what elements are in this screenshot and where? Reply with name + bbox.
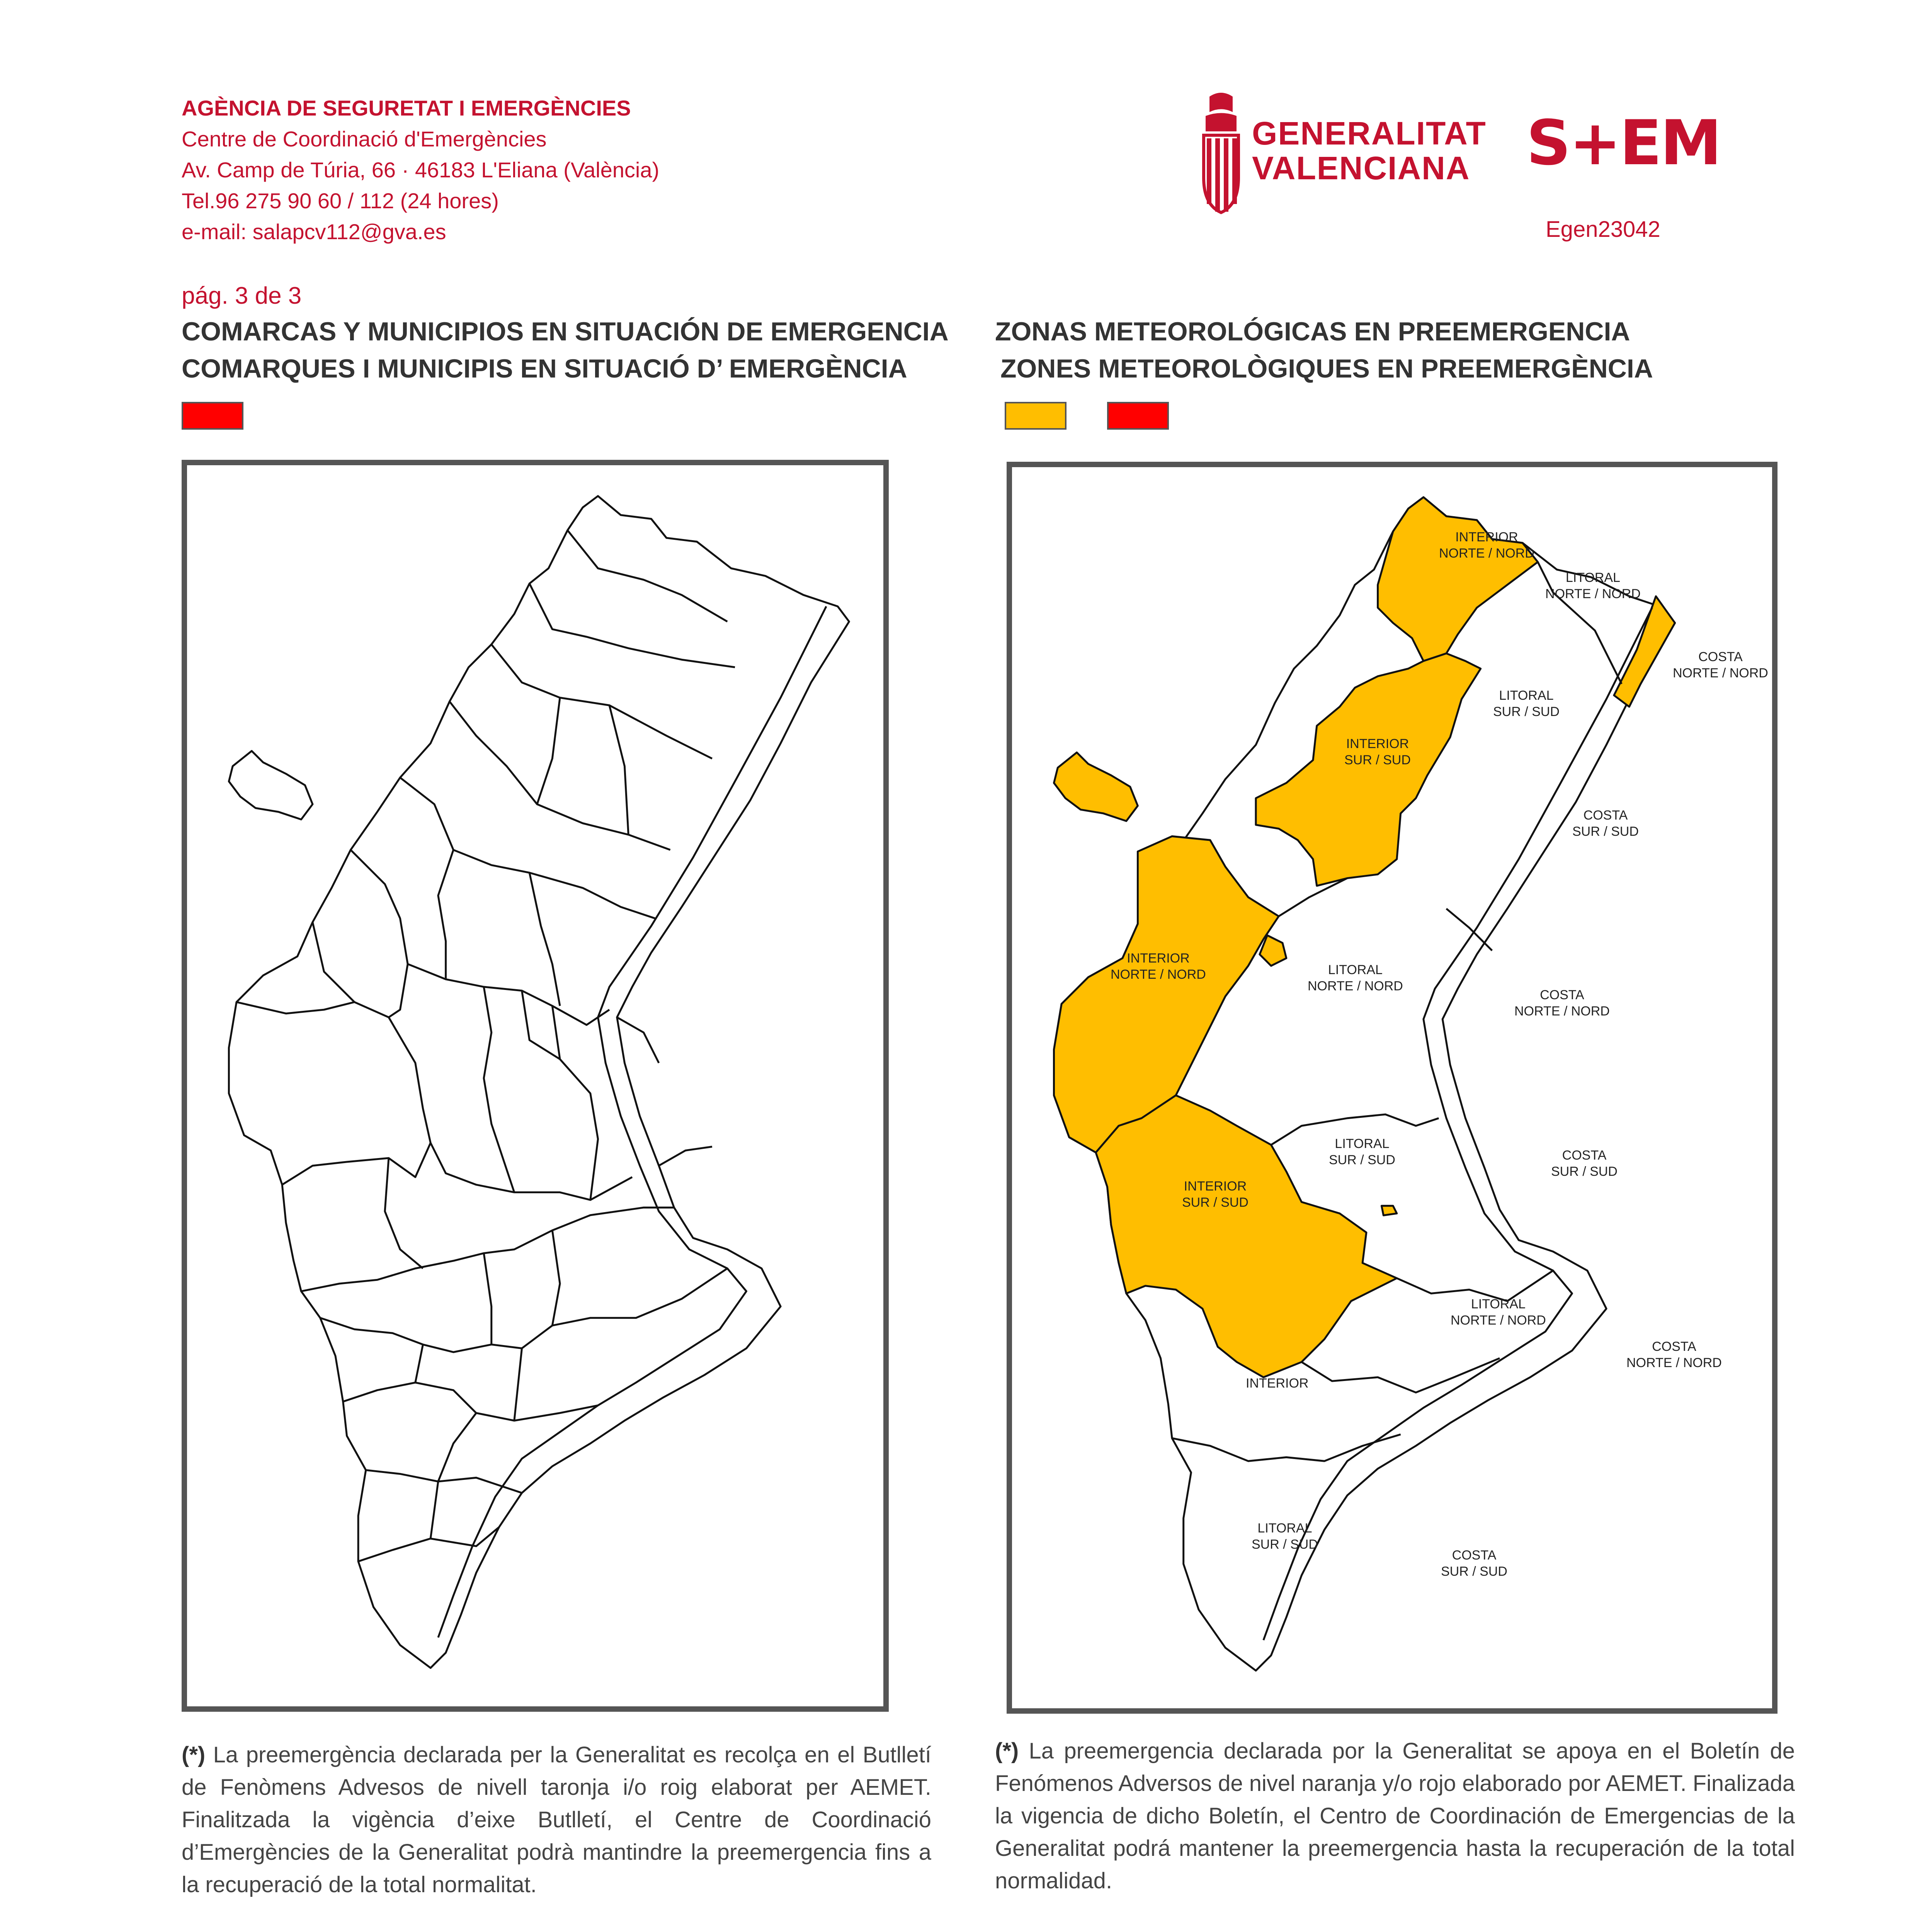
region-outline [229,496,849,1668]
sem-logo: S+EM [1526,107,1720,179]
org-line: Tel.96 275 90 60 / 112 (24 hores) [182,189,499,213]
document-code: Egen23042 [1546,217,1660,242]
org-line: Av. Camp de Túria, 66 · 46183 L'Eliana (València) [182,158,660,182]
org-line: Centre de Coordinació d'Emergències [182,127,547,151]
comarcas-map-drawing [187,465,883,1706]
left-title-va: COMARQUES I MUNICIPIS EN SITUACIÓ D’ EMERGÈNCIA [182,354,907,383]
right-section-titles [995,313,1653,387]
zone-label: INTERIOR NORTE / NORD [1111,951,1206,982]
right-title-es: ZONAS METEOROLÓGICAS EN PREEMERGENCIA [995,317,1630,346]
zone-label: COSTA SUR / SUD [1441,1548,1507,1579]
zone-label: COSTA SUR / SUD [1572,808,1639,839]
zone-ademuz-enclave [1054,752,1138,821]
zone-label: COSTA NORTE / NORD [1673,650,1768,680]
zone-label: INTERIOR SUR / SUD [1344,736,1411,767]
legend-swatch-red [182,402,243,430]
note-text: La preemergencia declarada por la Generalitat se apoya en el Boletín de Fenómenos Adversos de nivel naranja y/o rojo elaborado por AEMET. Finalizada la vigencia de dicho Boletín, el Centro de Coordinación de Emergencias de la Generalitat podrá mantener la preemergencia hasta la recuperación de la total normalidad. [995,1738,1795,1893]
zone-label: LITORAL SUR / SUD [1329,1136,1395,1167]
zone-label: INTERIOR [1246,1376,1309,1391]
note-marker: (*) [995,1738,1019,1764]
zone-label: LITORAL NORTE / NORD [1545,570,1641,601]
zone-label: INTERIOR SUR / SUD [1182,1179,1249,1210]
meteo-zones-map-drawing [1012,467,1772,1708]
generalitat-logo [1194,89,1488,216]
legend-swatch-orange [1005,402,1067,430]
zone-label: LITORAL SUR / SUD [1252,1521,1318,1552]
zone-label: COSTA SUR / SUD [1551,1148,1618,1179]
zone-label: LITORAL SUR / SUD [1493,688,1560,719]
enclave-outline [229,751,313,819]
zone-label: COSTA NORTE / NORD [1626,1339,1722,1370]
org-email: e-mail: salapcv112@gva.es [182,219,446,244]
right-title-va: ZONES METEOROLÒGIQUES EN PREEMERGÈNCIA [1000,354,1653,383]
generalitat-wordmark: GENERALITAT VALENCIANA [1252,115,1487,186]
page-number: pág. 3 de 3 [182,282,302,309]
note-marker: (*) [182,1742,206,1767]
meteo-zones-map [1007,462,1778,1714]
note-text: La preemergència declarada per la Generalitat es recolça en el Butlletí de Fenòmens Advesos de nivell taronja i/o roig elaborat per AEMET. Finalitzada la vigència d’eixe Butlletí, el Centre de Coordinació d’Emergències de la Generalitat podrà mantindre la preemergencia fins a la recuperació de la total normalitat. [182,1742,931,1897]
left-title-es: COMARCAS Y MUNICIPIOS EN SITUACIÓN DE EMERGENCIA [182,317,949,346]
comarcas-map [182,460,889,1712]
zone-label: COSTA NORTE / NORD [1514,988,1610,1019]
org-name: AGÈNCIA DE SEGURETAT I EMERGÈNCIES [182,96,631,120]
zone-label: LITORAL NORTE / NORD [1308,963,1403,993]
left-section-titles [182,313,949,387]
legend-swatch-red [1107,402,1169,430]
note-valencian [182,1739,931,1901]
note-spanish [995,1735,1795,1897]
zone-label: INTERIOR NORTE / NORD [1439,530,1534,561]
org-address-block [182,93,877,247]
coat-of-arms-icon [1194,89,1248,216]
zone-label: LITORAL NORTE / NORD [1451,1297,1546,1328]
